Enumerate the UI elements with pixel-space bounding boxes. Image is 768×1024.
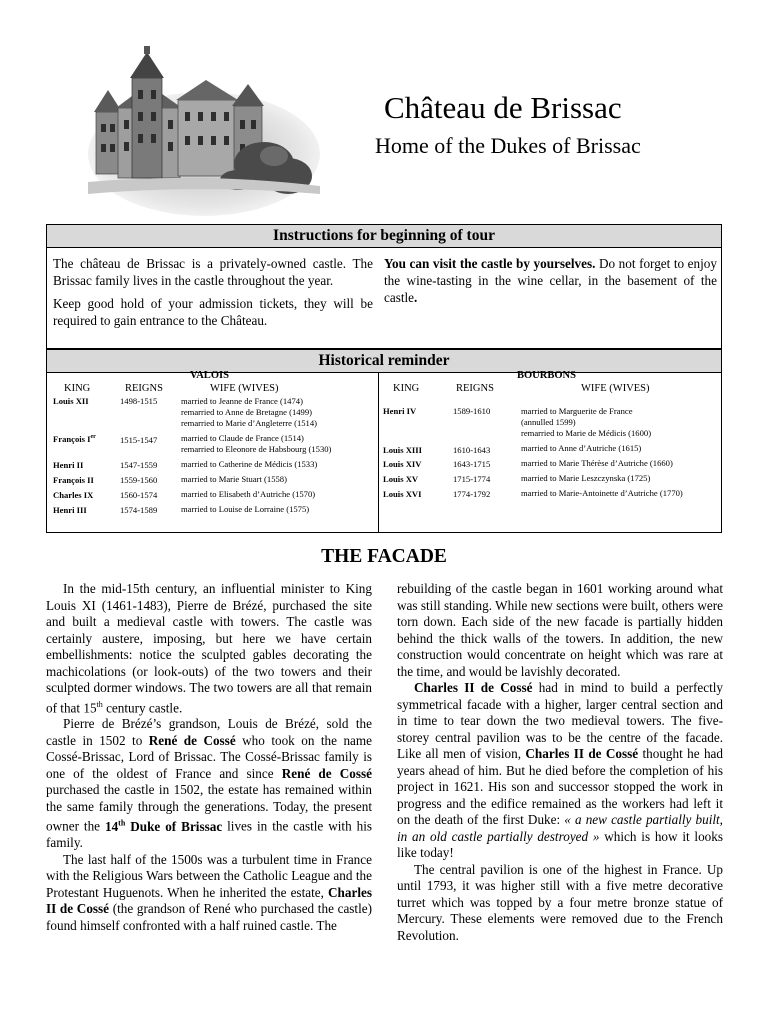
bourbons-king: Henri IV: [383, 406, 417, 416]
valois-king: François II: [53, 475, 94, 485]
valois-king: Henri III: [53, 505, 87, 515]
facade-left-column: [46, 581, 372, 934]
visit-note-period: .: [414, 290, 418, 305]
valois-wife: remarried to Anne de Bretagne (1499): [181, 407, 313, 417]
bourbons-title: BOURBONS: [517, 370, 576, 381]
valois-wife: remarried to Eleonore de Habsbourg (1530): [181, 444, 332, 454]
instructions-box: [46, 224, 722, 349]
valois-wife: married to Marie Stuart (1558): [181, 474, 287, 484]
page-subtitle: Home of the Dukes of Brissac: [375, 133, 641, 158]
valois-reigns: 1560-1574: [120, 490, 158, 500]
valois-wife: remarried to Marie d’Angleterre (1514): [181, 418, 318, 428]
bourbons-reigns: 1643-1715: [453, 459, 491, 469]
facade-paragraph: rebuilding of the castle began in 1601 working around what was still standing. While new sections were built, others were torn down. Each side of the new facade is partially hidden behind the thick walls of the towers. In addition, the new construction would concentrate on height which was rare at the time, and would be lavishly decorated.: [397, 581, 723, 679]
facade-paragraph: Charles II de Cossé had in mind to build a perfectly symmetrical facade with a higher, larger central section and in time to tear down the two medieval towers. The five-storey central pavilion was to be the centre of the facade. Like all men of vision, Charles II de Cossé thought he had years ahead of him. But he died before the completion of his project in 1621. His son and successor stopped the work in progress and the edifice remained as the workers had left it on the death of the first Duke: « a new castle partially built, in an old castle partially destroyed » which is how it looks like today!: [397, 680, 724, 860]
bourbons-reigns: 1715-1774: [453, 474, 491, 484]
bourbons-king: Louis XV: [383, 474, 419, 484]
bourbons-king: Louis XIV: [383, 459, 422, 469]
instructions-right-column: [384, 255, 717, 306]
valois-col-wife: WIFE (WIVES): [210, 383, 279, 394]
historical-box: [46, 349, 722, 533]
valois-king: François Ier: [53, 433, 96, 444]
valois-reigns: 1515-1547: [120, 435, 158, 445]
bourbons-king: Louis XVI: [383, 489, 422, 499]
valois-wife: married to Catherine de Médicis (1533): [181, 459, 318, 469]
page-title: Château de Brissac: [384, 90, 622, 125]
valois-king: Charles IX: [53, 490, 94, 500]
valois-reigns: 1574-1589: [120, 505, 158, 515]
visit-note-bold: You can visit the castle by yourselves.: [384, 256, 596, 271]
section-heading: THE FACADE: [321, 546, 447, 567]
valois-col-reigns: REIGNS: [125, 383, 163, 394]
bourbons-wife: married to Anne d’Autriche (1615): [521, 443, 642, 453]
instructions-paragraph: Keep good hold of your admission tickets, they will be required to gain entrance to the Château.: [53, 296, 373, 328]
valois-king: Louis XII: [53, 396, 89, 406]
bourbons-wife: (annulled 1599): [521, 417, 576, 427]
bourbons-col-king: KING: [393, 383, 420, 394]
facade-paragraph: The central pavilion is one of the highest in France. Up until 1793, it was higher still with a five metre decorative turret which was topped by a four metre bronze statue of Mercury. These elements were removed due to the French Revolution.: [397, 861, 723, 943]
valois-king: Henri II: [53, 460, 84, 470]
bourbons-col-wife: WIFE (WIVES): [581, 383, 650, 394]
bourbons-col-reigns: REIGNS: [456, 383, 494, 394]
valois-wife: married to Claude de France (1514): [181, 433, 304, 443]
visit-note-text: Do not forget to enjoy the wine-tasting in the wine cellar, in the basement of the castle: [384, 256, 717, 305]
historical-divider: [378, 372, 379, 532]
bourbons-king: Louis XIII: [383, 445, 422, 455]
instructions-paragraph: The château de Brissac is a privately-owned castle. The Brissac family lives in the castle throughout the year.: [53, 256, 373, 288]
bourbons-wife: married to Marie-Antoinette d’Autriche (1770): [521, 488, 683, 498]
valois-reigns: 1498-1515: [120, 396, 158, 406]
facade-paragraph: In the mid-15th century, an influential minister to King Louis XI (1461-1483), Pierre de Brézé, purchased the site and built a medieval castle with towers. The castle was certainly austere, imposing, but here we have certain embellishments: notice the sculpted gables decorating the machicolations (or look-outs) of the two towers and their sculpted dormer windows. The two towers are all that remain of that 15th century castle.: [46, 581, 372, 715]
bourbons-wife: married to Marie Leszczynska (1725): [521, 473, 651, 483]
bourbons-wife: remarried to Marie de Médicis (1600): [521, 428, 652, 438]
bourbons-reigns: 1774-1792: [453, 489, 491, 499]
bourbons-wife: married to Marguerite de France: [521, 406, 633, 416]
valois-wife: married to Louise de Lorraine (1575): [181, 504, 310, 514]
instructions-heading: Instructions for beginning of tour: [47, 225, 721, 248]
valois-col-king: KING: [64, 383, 91, 394]
bourbons-reigns: 1589-1610: [453, 406, 491, 416]
valois-title: VALOIS: [190, 370, 229, 381]
bourbons-reigns: 1610-1643: [453, 445, 491, 455]
bourbons-wife: married to Marie Thérèse d’Autriche (1660): [521, 458, 673, 468]
valois-wife: married to Elisabeth d’Autriche (1570): [181, 489, 316, 499]
facade-paragraph: The last half of the 1500s was a turbulent time in France with the Religious Wars between the Catholic League and the Protestant Huguenots. When he inherited the estate, Charles II de Cossé (the grandson of René who purchased the castle) found himself confronted with a half ruined castle. The: [46, 851, 373, 933]
instructions-left-column: [53, 255, 373, 335]
chateau-engraving-image: [88, 44, 320, 216]
facade-paragraph: Pierre de Brézé’s grandson, Louis de Brézé, sold the castle in 1502 to René de Cossé who took on the name Cossé-Brissac, Lord of Brissac. The Cossé-Brissac family is one of the oldest of France and since René de Cossé purchased the castle in 1502, the estate has remained within the same family through the generations. Today, the present owner the 14th Duke of Brissac lives in the castle with his family.: [46, 716, 373, 851]
valois-reigns: 1547-1559: [120, 460, 158, 470]
historical-heading: Historical reminder: [47, 349, 721, 373]
valois-reigns: 1559-1560: [120, 475, 158, 485]
facade-right-column: [397, 581, 723, 944]
valois-wife: married to Jeanne de France (1474): [181, 396, 303, 406]
